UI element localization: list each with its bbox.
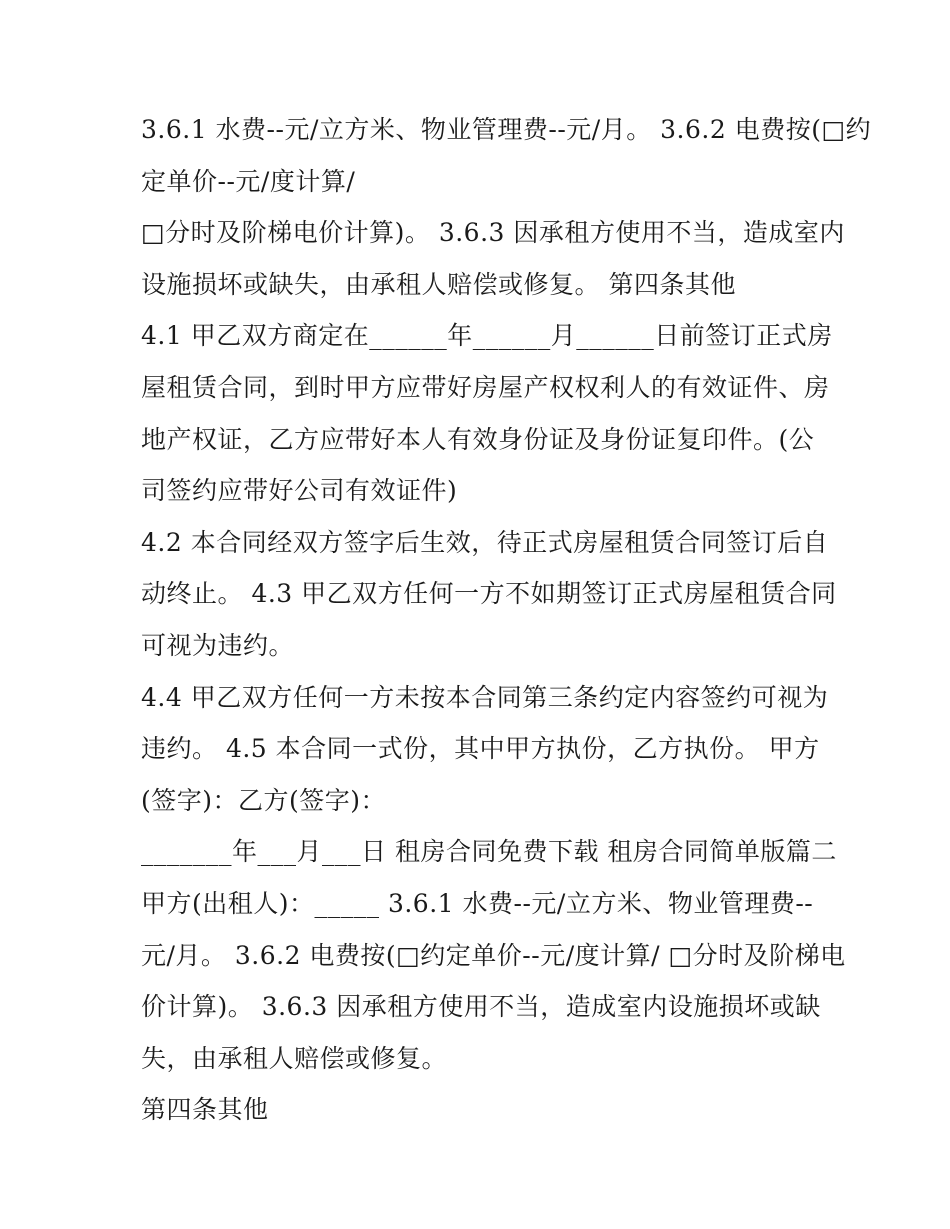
text-line: □分时及阶梯电价计算)。 3.6.3 因承租方使用不当，造成室内: [141, 218, 845, 248]
text-line: 定单价--元/度计算/: [141, 166, 356, 196]
text-line: 4.2 本合同经双方签字后生效，待正式房屋租赁合同签订后自: [141, 527, 829, 557]
text-line: 失，由承租人赔偿或修复。: [141, 1043, 448, 1073]
text-line: 违约。 4.5 本合同一式份，其中甲方执份，乙方执份。 甲方: [141, 734, 820, 764]
text-line: 4.4 甲乙双方任何一方未按本合同第三条约定内容签约可视为: [141, 682, 829, 712]
text-line: 3.6.1 水费--元/立方米、物业管理费--元/月。 3.6.2 电费按(□约: [141, 115, 872, 144]
text-line: 可视为违约。: [141, 630, 295, 660]
text-line: 第四条其他: [141, 1095, 269, 1125]
text-line: 4.1 甲乙双方商定在______年______月______日前签订正式房: [141, 321, 833, 351]
text-line: 屋租赁合同，到时甲方应带好房屋产权权利人的有效证件、房: [141, 372, 830, 402]
text-line: _______年___月___日 租房合同免费下载 租房合同简单版篇二: [141, 837, 837, 867]
text-line: 元/月。 3.6.2 电费按(□约定单价--元/度计算/ □分时及阶梯电: [141, 940, 846, 970]
document-body: [141, 104, 872, 1136]
text-line: (签字)：乙方(签字)：: [141, 785, 387, 815]
text-line: 设施损坏或缺失，由承租人赔偿或修复。 第四条其他: [141, 269, 736, 299]
text-line: 甲方(出租人)：_____ 3.6.1 水费--元/立方米、物业管理费--: [141, 888, 814, 918]
text-line: 地产权证，乙方应带好本人有效身份证及身份证复印件。(公: [141, 424, 815, 454]
text-line: 价计算)。 3.6.3 因承租方使用不当，造成室内设施损坏或缺: [141, 992, 821, 1022]
text-line: 司签约应带好公司有效证件): [141, 476, 458, 506]
text-line: 动终止。 4.3 甲乙双方任何一方不如期签订正式房屋租赁合同: [141, 579, 837, 609]
